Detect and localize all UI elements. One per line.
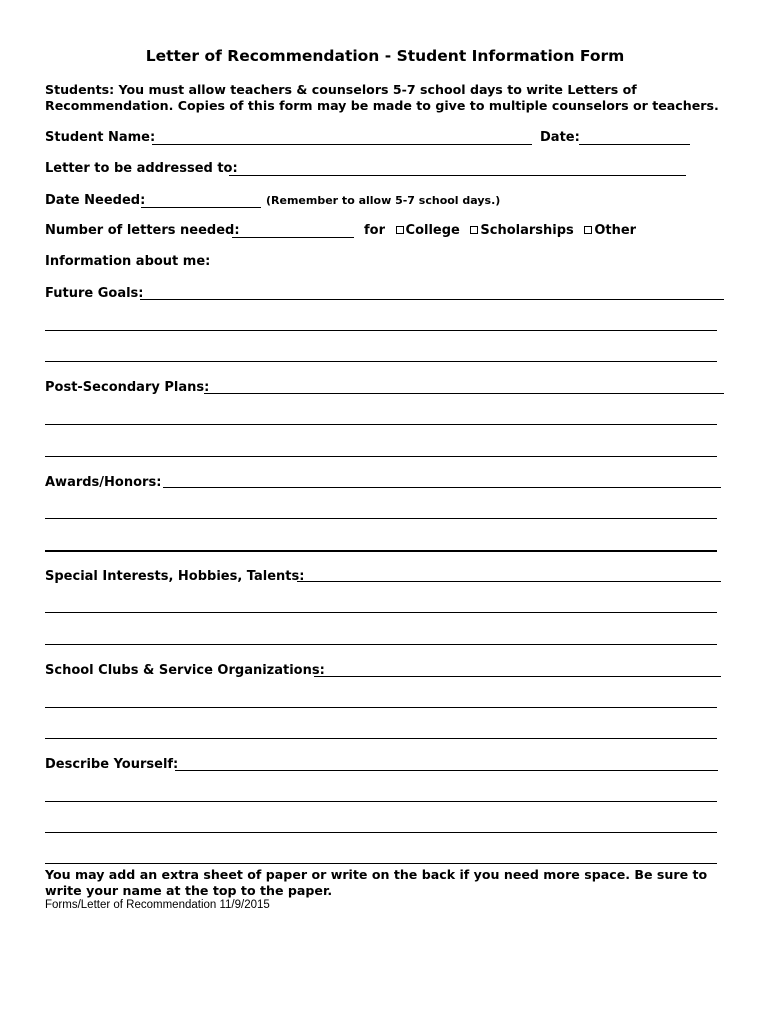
describe-yourself-label: Describe Yourself:: [45, 757, 179, 772]
student-name-label: Student Name:: [45, 130, 156, 145]
school-clubs-line-3[interactable]: [45, 738, 717, 739]
date-label: Date:: [540, 130, 580, 145]
intro-text: Students: You must allow teachers & counselors 5-7 school days to write Letters of Recommendation. Copies of this form may be made to give to multiple counselors or teachers.: [45, 82, 719, 113]
letters-needed-label: Number of letters needed:: [45, 223, 240, 238]
describe-yourself-line-3[interactable]: [45, 832, 717, 833]
special-interests-line-2[interactable]: [45, 612, 717, 613]
form-title: Letter of Recommendation - Student Information Form: [145, 47, 625, 65]
addressed-to-label: Letter to be addressed to:: [45, 161, 238, 176]
info-heading: Information about me:: [45, 254, 211, 269]
future-goals-line-1[interactable]: [140, 299, 724, 300]
special-interests-label: Special Interests, Hobbies, Talents:: [45, 569, 305, 584]
awards-honors-line-3[interactable]: [45, 550, 717, 552]
other-checkbox[interactable]: [584, 226, 592, 234]
addressed-to-field[interactable]: [229, 175, 686, 176]
college-checkbox[interactable]: [396, 226, 404, 234]
date-needed-label: Date Needed:: [45, 193, 146, 208]
post-secondary-line-2[interactable]: [45, 424, 717, 425]
describe-yourself-line-2[interactable]: [45, 801, 717, 802]
future-goals-line-3[interactable]: [45, 361, 717, 362]
post-secondary-label: Post-Secondary Plans:: [45, 380, 210, 395]
special-interests-line-3[interactable]: [45, 644, 717, 645]
post-secondary-line-1[interactable]: [204, 393, 724, 394]
date-field[interactable]: [579, 144, 690, 145]
closing-note: You may add an extra sheet of paper or write on the back if you need more space. Be sure to write your name at the top to the paper.: [45, 867, 708, 898]
awards-honors-line-2[interactable]: [45, 518, 717, 519]
describe-yourself-line-4[interactable]: [45, 863, 717, 864]
school-clubs-label: School Clubs & Service Organizations:: [45, 663, 325, 678]
awards-honors-line-1[interactable]: [163, 487, 721, 488]
other-option-label: Other: [594, 223, 637, 238]
student-name-field[interactable]: [152, 144, 532, 145]
date-needed-note: (Remember to allow 5-7 school days.): [266, 194, 501, 207]
scholarships-option-label: Scholarships: [480, 223, 574, 238]
date-needed-field[interactable]: [141, 207, 261, 208]
letters-needed-field[interactable]: [232, 237, 354, 238]
future-goals-line-2[interactable]: [45, 330, 717, 331]
scholarships-checkbox[interactable]: [470, 226, 478, 234]
special-interests-line-1[interactable]: [297, 581, 721, 582]
letter-type-options: [364, 223, 636, 239]
footer-text: Forms/Letter of Recommendation 11/9/2015: [45, 899, 270, 911]
describe-yourself-line-1[interactable]: [175, 770, 718, 771]
future-goals-label: Future Goals:: [45, 286, 144, 301]
school-clubs-line-2[interactable]: [45, 707, 717, 708]
college-option-label: College: [405, 223, 460, 238]
school-clubs-line-1[interactable]: [314, 676, 721, 677]
post-secondary-line-3[interactable]: [45, 456, 717, 457]
for-label: for: [364, 223, 385, 238]
awards-honors-label: Awards/Honors:: [45, 475, 162, 490]
